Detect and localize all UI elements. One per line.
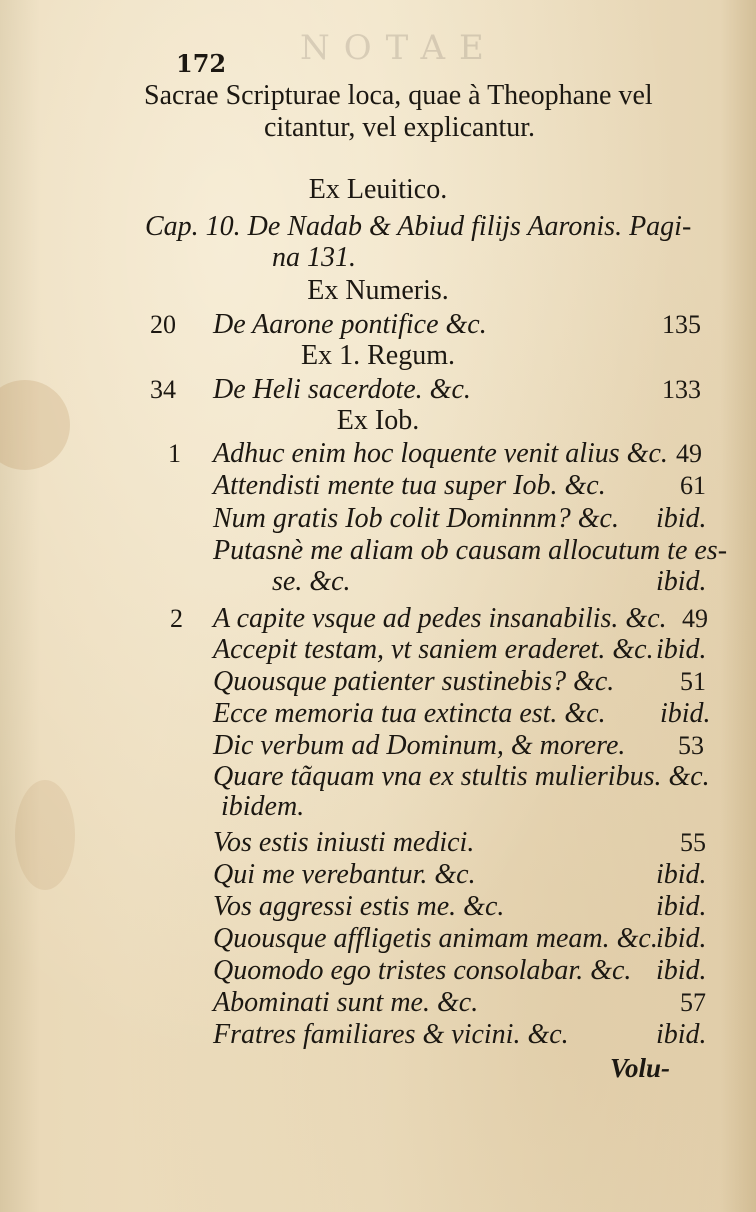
iob-page: ibid. [656, 891, 707, 922]
iob-page: ibid. [656, 634, 707, 665]
iob-cap: 1 [168, 439, 181, 468]
iob-page: ibid. [656, 923, 707, 954]
iob-entry [0, 698, 756, 730]
iob-page: ibid. [656, 566, 707, 597]
regum-cap: 34 [150, 375, 176, 404]
iob-page: ibid. [660, 698, 711, 729]
iob-text: Vos aggressi estis me. &c. [213, 891, 505, 922]
catchword: Volu- [610, 1053, 671, 1083]
iob-entry [0, 535, 756, 567]
iob-text: Quousque affligetis animam meam. &c. [213, 923, 658, 954]
numeri-page: 135 [662, 310, 701, 339]
iob-text: ibidem. [221, 791, 305, 822]
iob-page: 53 [678, 731, 704, 760]
iob-text: Fratres familiares & vicini. &c. [213, 1019, 569, 1050]
iob-text: A capite vsque ad pedes insanabilis. &c. [213, 603, 667, 634]
regum-page: 133 [662, 375, 701, 404]
iob-page: 55 [680, 828, 706, 857]
iob-text: Dic verbum ad Dominum, & morere. [213, 730, 626, 761]
show-through-decoration: NOTAE [300, 28, 498, 68]
iob-text: Attendisti mente tua super Iob. &c. [213, 470, 606, 501]
iob-entry [0, 955, 756, 987]
iob-cap: 2 [170, 604, 183, 633]
iob-page: 57 [680, 988, 706, 1017]
iob-text: se. &c. [272, 566, 351, 597]
numeri-cap: 20 [150, 310, 176, 339]
iob-entry [0, 666, 756, 698]
section-title-numeri: Ex Numeris. [307, 275, 449, 306]
section-title-iob: Ex Iob. [336, 405, 420, 436]
iob-entry [0, 603, 756, 635]
iob-entry [0, 761, 756, 793]
iob-entry [0, 987, 756, 1019]
iob-entry [0, 827, 756, 859]
iob-page: 49 [682, 604, 708, 633]
iob-entry [0, 1019, 756, 1051]
iob-page: 61 [680, 471, 706, 500]
iob-text: Putasnè me aliam ob causam allocutum te es- [213, 535, 728, 566]
iob-page: 51 [680, 667, 706, 696]
iob-page: ibid. [656, 859, 707, 890]
iob-entry [0, 730, 756, 762]
iob-text: Quomodo ego tristes consolabar. &c. [213, 955, 632, 986]
iob-text: Abominati sunt me. &c. [213, 987, 479, 1018]
iob-entry [0, 891, 756, 923]
iob-entry [0, 859, 756, 891]
iob-text: Adhuc enim hoc loquente venit alius &c. [213, 438, 668, 469]
iob-text: Quare tãquam vna ex stultis mulieribus. &c. [213, 761, 710, 792]
iob-page: 49 [676, 439, 702, 468]
iob-text: Num gratis Iob colit Dominnm? &c. [213, 503, 619, 534]
iob-entry [0, 503, 756, 535]
iob-entry [0, 791, 756, 823]
numeri-entry: De Aarone pontifice &c. [213, 309, 487, 340]
header-line-2: citantur, vel explicantur. [264, 112, 536, 143]
iob-text: Vos estis iniusti medici. [213, 827, 475, 858]
leviticus-entry-line-2: na 131. [272, 242, 356, 273]
iob-text: Qui me verebantur. &c. [213, 859, 476, 890]
section-title-regum: Ex 1. Regum. [301, 340, 455, 371]
iob-text: Accepit testam, vt saniem eraderet. &c. [213, 634, 654, 665]
iob-text: Quousque patienter sustinebis? &c. [213, 666, 615, 697]
section-title-leviticus: Ex Leuitico. [308, 174, 448, 205]
iob-page: ibid. [656, 955, 707, 986]
iob-entry [0, 923, 756, 955]
iob-page: ibid. [656, 1019, 707, 1050]
iob-text: Ecce memoria tua extincta est. &c. [213, 698, 606, 729]
iob-entry [0, 438, 756, 470]
iob-entry [0, 470, 756, 502]
page-number: 172 [176, 49, 227, 78]
leviticus-entry-line-1: Cap. 10. De Nadab & Abiud filijs Aaronis. Pagi- [145, 211, 692, 242]
iob-page: ibid. [656, 503, 707, 534]
header-line-1: Sacrae Scripturae loca, quae à Theophane vel [144, 80, 653, 111]
regum-entry: De Heli sacerdote. &c. [213, 374, 471, 405]
iob-entry [0, 634, 756, 666]
iob-entry [0, 566, 756, 598]
